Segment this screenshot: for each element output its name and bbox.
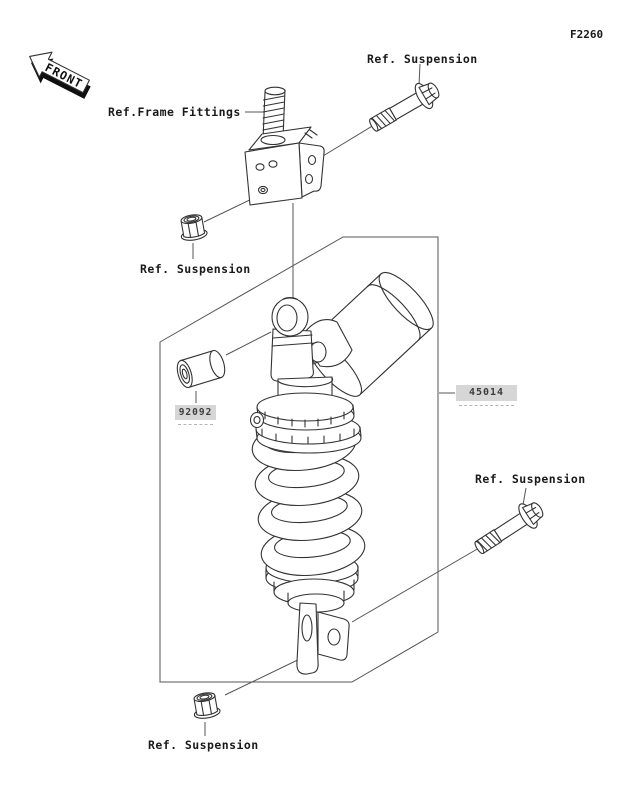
right-bolt-drawing [470,496,549,561]
shock-absorber-drawing [250,265,441,674]
front-arrow-icon [21,44,97,104]
top-bolt-drawing [365,76,444,138]
part-number-92092[interactable]: 92092 [175,405,216,420]
ref-suspension-top-label[interactable]: Ref. Suspension [367,52,478,66]
front-arrow-label: FRONT [42,60,86,92]
fiche-code: F2260 [570,28,604,41]
bottom-nut-drawing [191,691,221,720]
ref-suspension-bottom-label[interactable]: Ref. Suspension [148,738,259,752]
ref-suspension-left-label[interactable]: Ref. Suspension [140,262,251,276]
ref-suspension-right-label[interactable]: Ref. Suspension [475,472,586,486]
left-nut-drawing [178,213,208,242]
frame-fitting-bracket-drawing [245,87,324,205]
bushing-drawing [174,349,227,390]
part-number-45014[interactable]: 45014 [456,385,517,401]
ref-frame-fittings-label[interactable]: Ref.Frame Fittings [108,105,241,119]
